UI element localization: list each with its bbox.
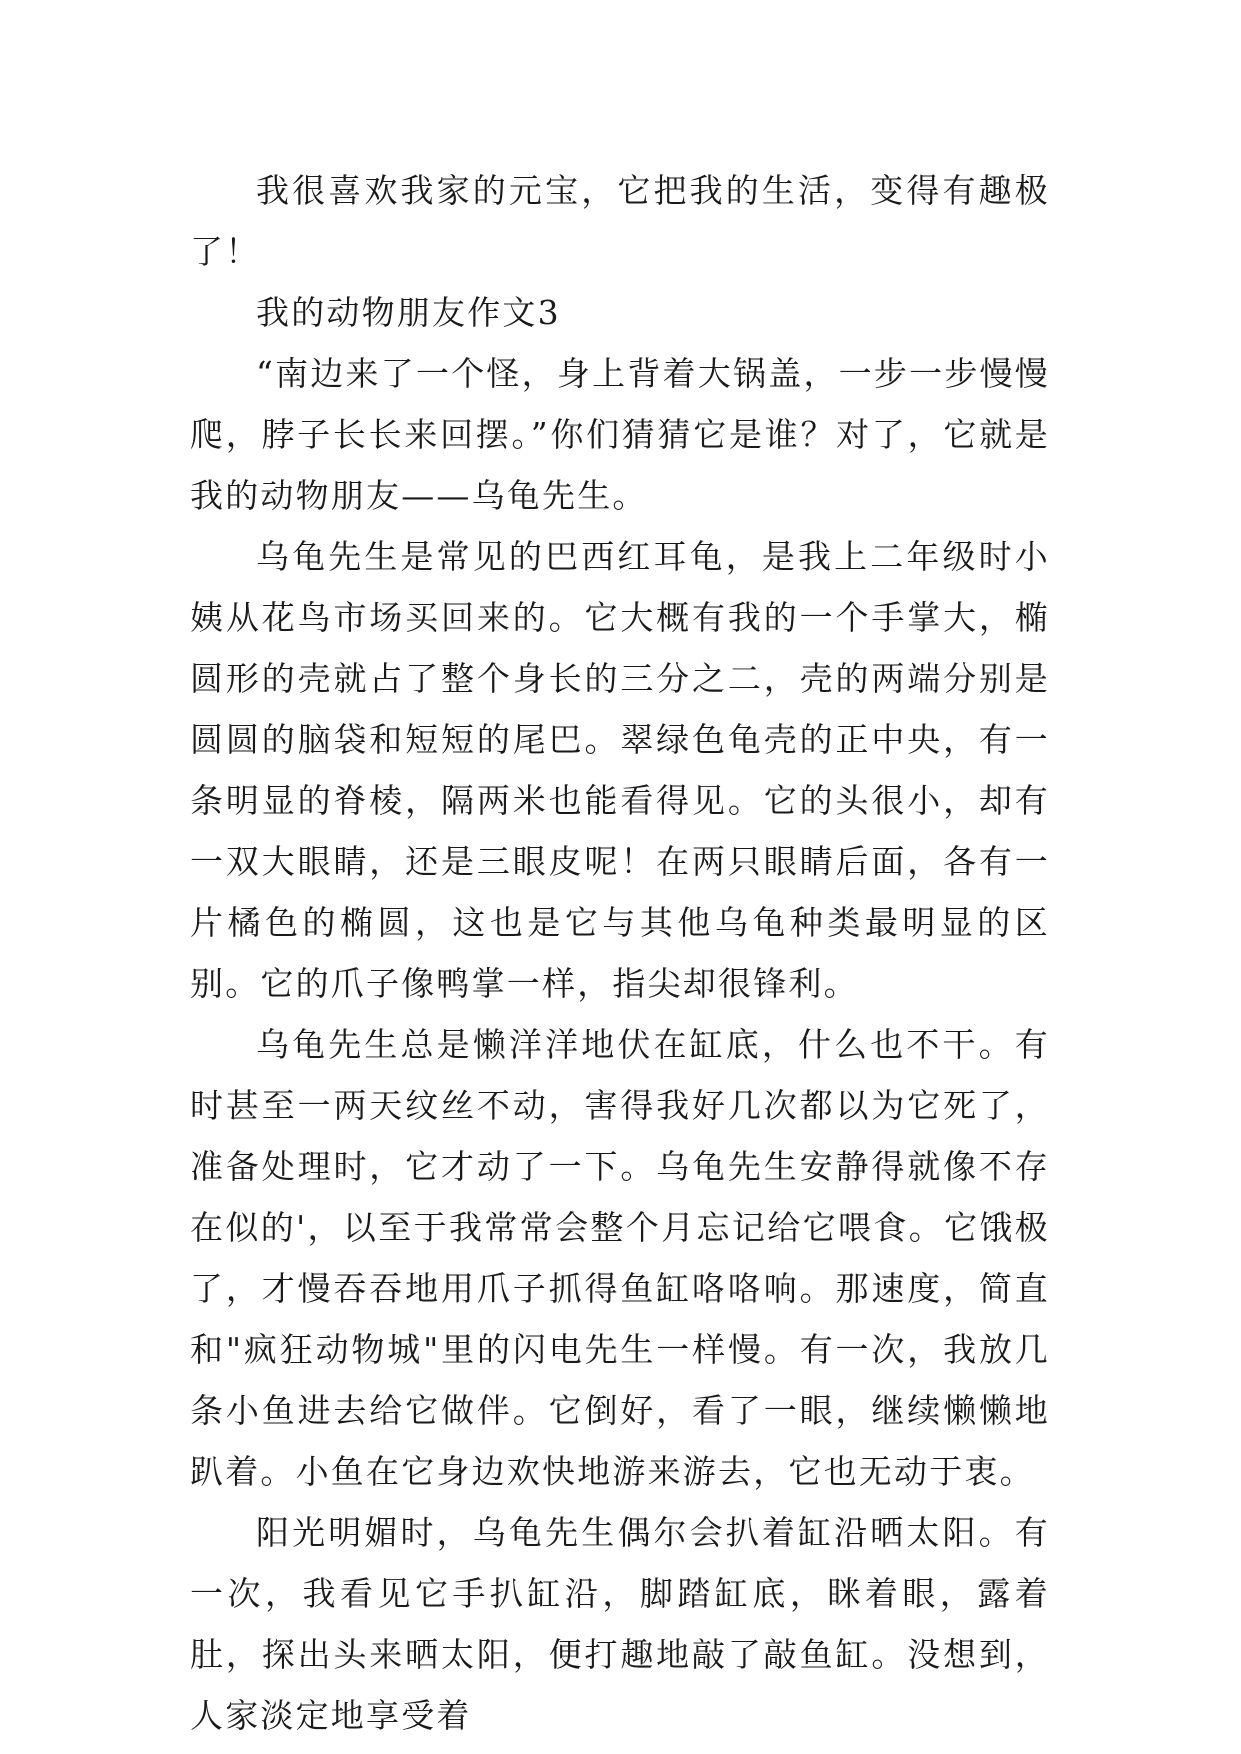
paragraph-sunbathing: 阳光明媚时，乌龟先生偶尔会扒着缸沿晒太阳。有一次，我看见它手扒缸沿，脚踏缸底，眯着眼，露着肚，探出头来晒太阳，便打趣地敲了敲鱼缸。没想到，人家淡定地享受着 [190, 1513, 1050, 1735]
paragraph-appearance: 乌龟先生是常见的巴西红耳龟，是我上二年级时小姨从花鸟市场买回来的。它大概有我的一个手掌大，椭圆形的壳就占了整个身长的三分之二，壳的两端分别是圆圆的脑袋和短短的尾巴。翠绿色龟壳的正中央，有一条明显的脊棱，隔两米也能看得见。它的头很小，却有一双大眼睛，还是三眼皮呢！在两只眼睛后面，各有一片橘色的椭圆，这也是它与其他乌龟种类最明显的区别。它的爪子像鸭掌一样，指尖却很锋利。 [190, 537, 1050, 1003]
paragraph-habits: 乌龟先生总是懒洋洋地伏在缸底，什么也不干。有时甚至一两天纹丝不动，害得我好几次都以为它死了，准备处理时，它才动了一下。乌龟先生安静得就像不存在似的'，以至于我常常会整个月忘记给它喂食。它饿极了，才慢吞吞地用爪子抓得鱼缸咯咯响。那速度，简直和"疯狂动物城"里的闪电先生一样慢。有一次，我放几条小鱼进去给它做伴。它倒好，看了一眼，继续懒懒地趴着。小鱼在它身边欢快地游来游去，它也无动于衷。 [190, 1025, 1050, 1491]
essay-title: 我的动物朋友作文3 [256, 293, 561, 332]
document-page [190, 160, 1050, 1746]
paragraph-riddle: “南边来了一个怪，身上背着大锅盖，一步一步慢慢爬，脖子长长来回摆。”你们猜猜它是谁？对了，它就是我的动物朋友——乌龟先生。 [190, 354, 1050, 515]
paragraph-closing-line: 我很喜欢我家的元宝，它把我的生活，变得有趣极了！ [190, 171, 1050, 271]
